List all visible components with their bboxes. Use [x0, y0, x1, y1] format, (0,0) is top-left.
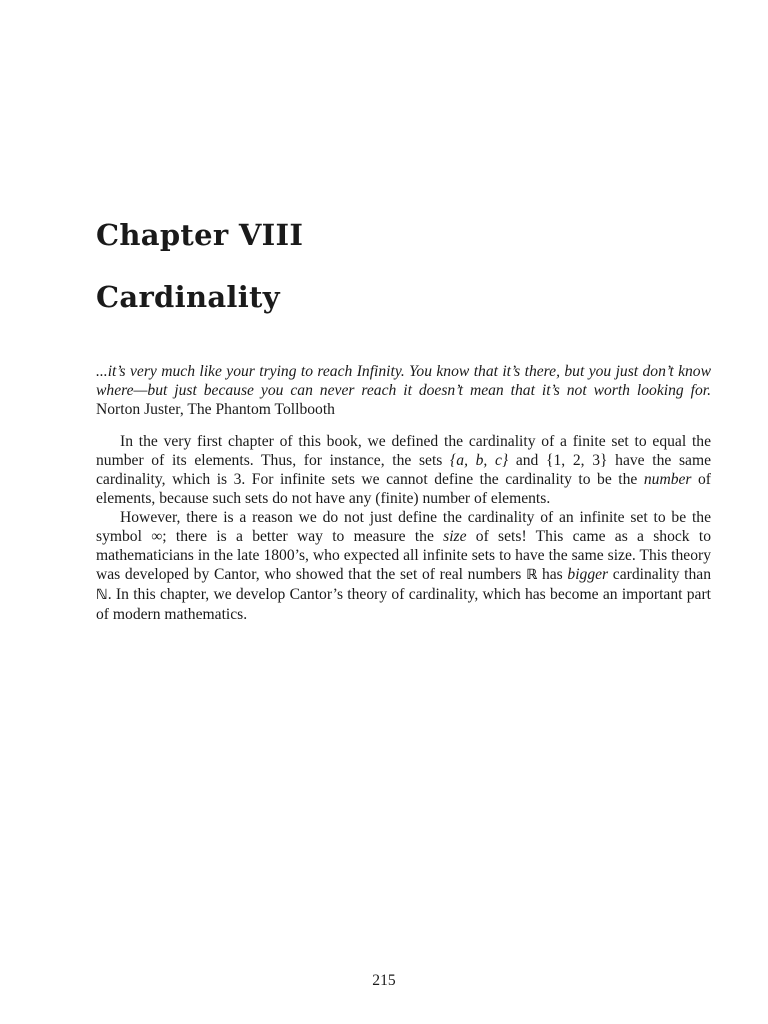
- text-run: have the same cardinality, which is 3. For infinite sets we cannot define the cardinality to be the: [96, 452, 711, 488]
- intro-paragraph-2: [96, 508, 711, 624]
- text-run: of elements, because such sets do not have any (finite) number of elements.: [96, 471, 711, 507]
- chapter-number-heading: Chapter VIII: [96, 218, 304, 252]
- text-run: and: [508, 452, 546, 469]
- set-123: {1, 2, 3}: [546, 452, 608, 469]
- text-run: . In this chapter, we develop Cantor’s theory of cardinality, which has become an important part of modern mathematics.: [96, 586, 711, 623]
- text-run: In the very first chapter of this book, we defined the cardinality of a finite set to equal the number of its elements. Thus, for instance, the sets: [96, 433, 711, 469]
- chapter-title-heading: Cardinality: [96, 280, 280, 314]
- set-abc: {a, b, c}: [450, 452, 509, 469]
- emphasis-number: number: [643, 471, 692, 488]
- page-number: 215: [372, 972, 396, 989]
- epigraph-quote: ...it’s very much like your trying to reach Infinity. You know that it’s there, but you just don’t know where—but just because you can never reach it doesn’t mean that it’s not worth looking for.: [96, 363, 711, 399]
- text-run: of sets! This came as a shock to mathematicians in the late 1800’s, who expected all infinite sets to have the same size. This theory was developed by Cantor, who showed that the set of real numbers: [96, 528, 711, 583]
- reals-symbol: ℝ: [526, 567, 538, 583]
- epigraph: [96, 362, 711, 419]
- emphasis-bigger: bigger: [567, 566, 609, 583]
- text-run: cardinality than: [608, 566, 711, 583]
- intro-paragraph-1: [96, 432, 711, 508]
- epigraph-attribution: Norton Juster, The Phantom Tollbooth: [96, 401, 335, 418]
- text-run: However, there is a reason we do not just define the cardinality of an infinite set to be the symbol ∞; there is a better way to measure the: [96, 509, 711, 545]
- chapter-intro: [96, 432, 711, 624]
- text-run: has: [537, 566, 568, 583]
- naturals-symbol: ℕ: [96, 587, 108, 603]
- emphasis-size: size: [443, 528, 467, 545]
